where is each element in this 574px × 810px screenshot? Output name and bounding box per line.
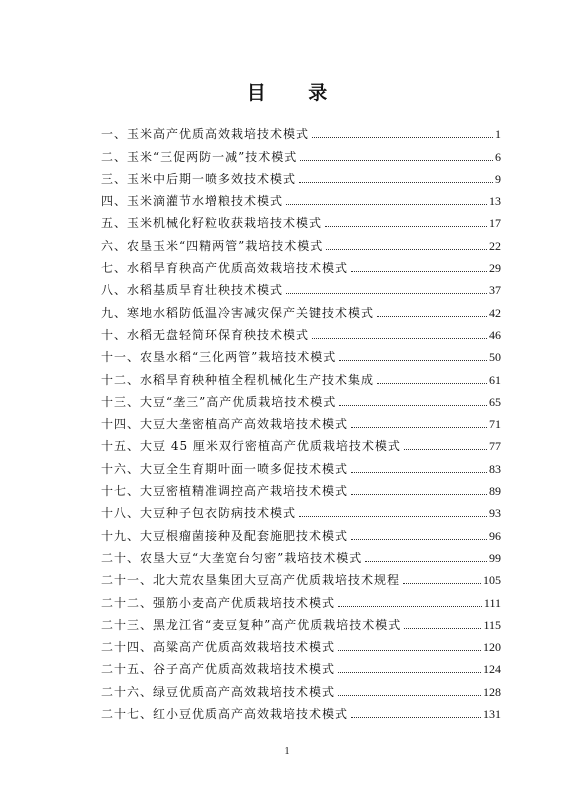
toc-dot-leader — [404, 448, 487, 450]
toc-entry-page: 115 — [483, 617, 501, 632]
toc-entry-label: 三、玉米中后期一喷多效技术模式 — [101, 171, 297, 186]
toc-entry-label: 二十二、强筋小麦高产优质栽培技术模式 — [101, 595, 336, 610]
toc-dot-leader — [338, 605, 482, 607]
toc-entry-page: 9 — [495, 171, 501, 186]
toc-entry-label: 十五、大豆 45 厘米双行密植高产优质栽培技术模式 — [101, 439, 401, 454]
toc-entry-page: 29 — [489, 261, 501, 276]
toc-entry-label: 十四、大豆大垄密植高产高效栽培技术模式 — [101, 417, 349, 432]
toc-dot-leader — [351, 426, 487, 428]
toc-entry-label: 十一、农垦水稻“三化两管”栽培技术模式 — [101, 350, 337, 365]
toc-dot-leader — [351, 538, 487, 540]
toc-dot-leader — [338, 694, 481, 696]
toc-entry[interactable] — [101, 208, 501, 230]
toc-entry[interactable] — [101, 520, 501, 542]
toc-entry-page: 124 — [483, 662, 501, 677]
toc-dot-leader — [404, 627, 481, 629]
toc-dot-leader — [326, 248, 487, 250]
toc-entry-label: 二十四、高粱高产优质高效栽培技术模式 — [101, 640, 336, 655]
toc-dot-leader — [377, 315, 487, 317]
toc-dot-leader — [338, 649, 481, 651]
toc-entry-label: 十八、大豆种子包衣防病技术模式 — [101, 506, 297, 521]
toc-entry-page: 61 — [489, 372, 501, 387]
toc-entry-page: 37 — [489, 283, 501, 298]
toc-entry-page: 93 — [489, 506, 501, 521]
toc-entry-page: 50 — [489, 350, 501, 365]
toc-entry-label: 二十、农垦大豆“大垄宽台匀密”栽培技术模式 — [101, 550, 363, 565]
toc-entry-label: 七、水稻旱育秧高产优质高效栽培技术模式 — [101, 261, 349, 276]
toc-entry-page: 6 — [495, 149, 501, 164]
toc-entry-page: 17 — [489, 216, 501, 231]
toc-entry-label: 九、寒地水稻防低温冷害减灾保产关键技术模式 — [101, 305, 375, 320]
toc-entry[interactable] — [101, 364, 501, 386]
toc-dot-leader — [312, 337, 487, 339]
toc-entry-page: 65 — [489, 394, 501, 409]
toc-entry-label: 一、玉米高产优质高效栽培技术模式 — [101, 127, 310, 142]
toc-entry-label: 十三、大豆“垄三”高产优质栽培技术模式 — [101, 394, 337, 409]
toc-entry-label: 五、玉米机械化籽粒收获栽培技术模式 — [101, 216, 323, 231]
toc-dot-leader — [300, 159, 493, 161]
toc-entry-page: 128 — [483, 684, 501, 699]
toc-dot-leader — [339, 359, 487, 361]
toc-entry[interactable] — [101, 565, 501, 587]
toc-entry-page: 22 — [489, 238, 501, 253]
toc-entry[interactable] — [101, 476, 501, 498]
toc-entry-label: 二十六、绿豆优质高产高效栽培技术模式 — [101, 684, 336, 699]
toc-entry[interactable] — [101, 610, 501, 632]
table-of-contents — [101, 119, 501, 721]
page-number: 1 — [284, 746, 290, 757]
toc-entry[interactable] — [101, 253, 501, 275]
toc-dot-leader — [351, 471, 487, 473]
toc-dot-leader — [403, 582, 481, 584]
toc-entry-label: 十、水稻无盘轻简环保育秧技术模式 — [101, 327, 310, 342]
toc-dot-leader — [299, 181, 493, 183]
toc-entry-label: 二、玉米“三促两防一减”技术模式 — [101, 149, 298, 164]
toc-entry[interactable] — [101, 275, 501, 297]
toc-entry[interactable] — [101, 230, 501, 252]
toc-dot-leader — [286, 203, 487, 205]
toc-entry-page: 105 — [483, 573, 501, 588]
toc-entry-label: 十七、大豆密植精准调控高产栽培技术模式 — [101, 484, 349, 499]
toc-entry[interactable] — [101, 676, 501, 698]
toc-entry-label: 二十五、谷子高产优质高效栽培技术模式 — [101, 662, 336, 677]
toc-entry-label: 二十七、红小豆优质高产高效栽培技术模式 — [101, 707, 349, 722]
toc-entry-page: 46 — [489, 327, 501, 342]
toc-entry[interactable] — [101, 320, 501, 342]
toc-entry-label: 十六、大豆全生育期叶面一喷多促技术模式 — [101, 461, 349, 476]
toc-entry-page: 96 — [489, 528, 501, 543]
toc-dot-leader — [325, 225, 487, 227]
toc-entry-page: 83 — [489, 461, 501, 476]
toc-entry-label: 四、玉米滴灌节水增粮技术模式 — [101, 194, 284, 209]
toc-entry[interactable] — [101, 543, 501, 565]
toc-dot-leader — [351, 716, 481, 718]
toc-entry-page: 71 — [489, 417, 501, 432]
toc-entry[interactable] — [101, 119, 501, 141]
toc-entry-page: 77 — [489, 439, 501, 454]
toc-dot-leader — [351, 493, 487, 495]
toc-dot-leader — [365, 560, 487, 562]
toc-entry[interactable] — [101, 409, 501, 431]
toc-entry-label: 十九、大豆根瘤菌接种及配套施肥技术模式 — [101, 528, 349, 543]
toc-entry-page: 1 — [495, 127, 501, 142]
toc-entry[interactable] — [101, 342, 501, 364]
toc-entry-page: 131 — [483, 707, 501, 722]
toc-entry-label: 二十一、北大荒农垦集团大豆高产优质栽培技术规程 — [101, 573, 401, 588]
toc-dot-leader — [338, 671, 481, 673]
toc-dot-leader — [299, 515, 487, 517]
toc-entry-page: 99 — [489, 550, 501, 565]
toc-entry[interactable] — [101, 453, 501, 475]
toc-entry[interactable] — [101, 186, 501, 208]
toc-entry-label: 六、农垦玉米“四精两管”栽培技术模式 — [101, 238, 324, 253]
toc-entry[interactable] — [101, 297, 501, 319]
toc-entry[interactable] — [101, 387, 501, 409]
toc-dot-leader — [312, 136, 493, 138]
toc-entry-label: 二十三、黑龙江省“麦豆复种”高产优质栽培技术模式 — [101, 617, 402, 632]
toc-entry[interactable] — [101, 164, 501, 186]
toc-entry[interactable] — [101, 654, 501, 676]
toc-entry-page: 13 — [489, 194, 501, 209]
toc-entry[interactable] — [101, 498, 501, 520]
toc-entry[interactable] — [101, 632, 501, 654]
toc-dot-leader — [351, 270, 487, 272]
toc-dot-leader — [339, 404, 487, 406]
toc-entry[interactable] — [101, 699, 501, 721]
toc-entry[interactable] — [101, 587, 501, 609]
toc-entry-page: 111 — [483, 595, 501, 610]
toc-entry[interactable] — [101, 431, 501, 453]
toc-entry-page: 89 — [489, 484, 501, 499]
toc-entry-page: 42 — [489, 305, 501, 320]
page-title: 目 录 — [246, 82, 346, 104]
toc-entry-page: 120 — [483, 640, 501, 655]
toc-entry-label: 八、水稻基质旱育壮秧技术模式 — [101, 283, 284, 298]
toc-dot-leader — [377, 382, 487, 384]
toc-entry[interactable] — [101, 141, 501, 163]
toc-dot-leader — [286, 292, 487, 294]
toc-entry-label: 十二、水稻旱育秧种植全程机械化生产技术集成 — [101, 372, 375, 387]
